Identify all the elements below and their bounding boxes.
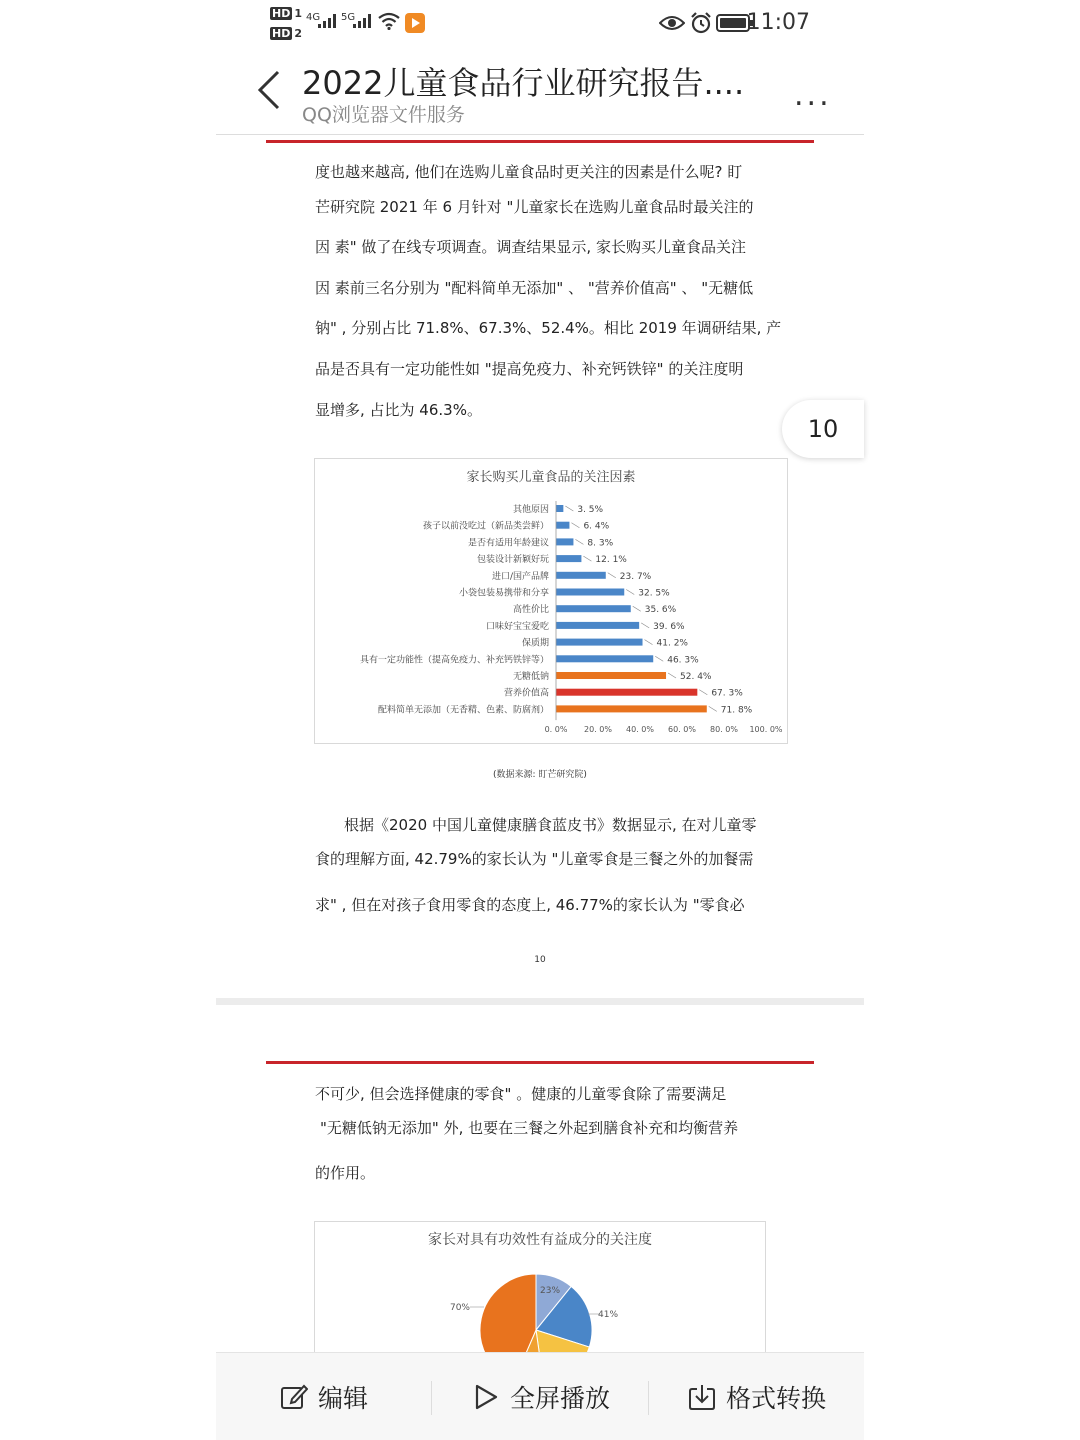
- page-separator: [216, 998, 864, 1005]
- edit-icon: [280, 1383, 308, 1411]
- format-convert-button[interactable]: [688, 1353, 826, 1440]
- category-label: 是否有适用年龄建议: [467, 538, 549, 549]
- network-5g-label: 5G: [341, 12, 356, 23]
- network-4g-label: 4G: [306, 12, 321, 23]
- edit-label: 编辑: [318, 1383, 369, 1413]
- paragraph-line: 食的理解方面, 42.79%的家长认为 "儿童零食是三餐之外的加餐需: [315, 850, 754, 868]
- pie-chart-container: [314, 1221, 766, 1357]
- document-subtitle: QQ浏览器文件服务: [302, 104, 465, 126]
- leader-line: [641, 623, 649, 628]
- hd1-indicator: HD 1: [272, 7, 302, 20]
- category-label: 小袋包装易携带和分享: [458, 588, 549, 599]
- category-label: 进口/国产品牌: [491, 571, 549, 582]
- page-top-rule: [266, 1061, 814, 1064]
- bar: [556, 705, 707, 712]
- category-label: 无糖低钠: [512, 672, 549, 682]
- bar: [556, 655, 653, 662]
- leader-line: [633, 606, 641, 611]
- x-tick-label: 100. 0%: [749, 725, 783, 734]
- bar: [556, 505, 563, 512]
- bar: [556, 522, 569, 529]
- bar: [556, 605, 631, 612]
- data-label: 71. 8%: [720, 705, 753, 716]
- category-label: 配料简单无添加（无香精、色素、防腐剂）: [377, 705, 549, 716]
- data-label: 12. 1%: [595, 555, 627, 566]
- app-frame: [216, 0, 864, 1439]
- eye-icon: [659, 14, 685, 32]
- category-label: 包装设计新颖好玩: [476, 555, 549, 566]
- data-label: 3. 5%: [577, 505, 604, 515]
- bar: [556, 572, 606, 579]
- leader-line: [583, 556, 591, 561]
- bar: [556, 538, 573, 545]
- category-label: 孩子以前没吃过（新品类尝鲜）: [422, 521, 549, 532]
- page-number: 10: [534, 955, 546, 965]
- toolbar-divider: [431, 1381, 432, 1415]
- data-label: 46. 3%: [667, 655, 699, 666]
- data-label: 39. 6%: [653, 621, 685, 632]
- category-label: 其他原因: [512, 505, 549, 515]
- slice-label: 23%: [540, 1286, 561, 1296]
- bar: [556, 639, 643, 646]
- leader-line: [699, 690, 707, 695]
- bar-chart-container: [314, 458, 788, 744]
- category-label: 营养价值高: [503, 688, 549, 699]
- bar-chart: [315, 459, 787, 743]
- data-label: 8. 3%: [587, 538, 614, 549]
- paragraph-line: 因 素" 做了在线专项调查。调查结果显示, 家长购买儿童食品关注: [315, 238, 746, 256]
- data-label: 23. 7%: [619, 571, 652, 582]
- pie-slice: [480, 1274, 536, 1357]
- x-tick-label: 20. 0%: [584, 725, 612, 734]
- x-tick-label: 60. 0%: [668, 725, 696, 734]
- pie-chart: [315, 1222, 765, 1357]
- wifi-icon: [378, 12, 400, 30]
- data-label: 6. 4%: [583, 521, 610, 532]
- paragraph-line: 品是否具有一定功能性如 "提高免疫力、补充钙铁锌" 的关注度明: [315, 360, 744, 378]
- data-label: 41. 2%: [656, 638, 688, 649]
- paragraph-line: 的作用。: [315, 1164, 376, 1182]
- bar: [556, 672, 666, 679]
- category-label: 保质期: [521, 638, 549, 649]
- source-caption: (数据来源: 盯芒研究院): [493, 770, 587, 780]
- leader-line: [709, 706, 717, 711]
- x-tick-label: 0. 0%: [544, 725, 568, 734]
- bar: [556, 689, 697, 696]
- bottom-toolbar: [216, 1352, 864, 1440]
- data-label: 52. 4%: [680, 672, 712, 682]
- x-tick-label: 80. 0%: [710, 725, 738, 734]
- hd2-indicator: HD 2: [272, 27, 302, 40]
- leader-line: [668, 673, 676, 678]
- signal-icon-1: [318, 14, 336, 28]
- back-button[interactable]: [254, 68, 282, 112]
- paragraph-line: 不可少, 但会选择健康的零食" 。健康的儿童零食除了需要满足: [315, 1085, 727, 1103]
- chart-title: 家长对具有功效性有益成分的关注度: [428, 1232, 652, 1248]
- slice-label: 70%: [449, 1303, 470, 1313]
- signal-icon-2: [353, 14, 371, 28]
- paragraph-line: "无糖低钠无添加" 外, 也要在三餐之外起到膳食补充和均衡营养: [320, 1119, 739, 1137]
- data-label: 67. 3%: [711, 688, 743, 699]
- leader-line: [626, 590, 634, 595]
- paragraph-line: 根据《2020 中国儿童健康膳食蓝皮书》数据显示, 在对儿童零: [344, 816, 757, 834]
- category-label: 具有一定功能性（提高免疫力、补充钙铁锌等）: [359, 655, 549, 666]
- download-convert-icon: [688, 1383, 716, 1411]
- page-number-badge[interactable]: 10: [782, 400, 864, 458]
- leader-line: [645, 640, 653, 645]
- leader-line: [655, 656, 663, 661]
- fullscreen-play-label: 全屏播放: [510, 1383, 611, 1413]
- more-options-button[interactable]: ...: [794, 78, 832, 113]
- alarm-icon: [690, 12, 712, 34]
- play-icon: [472, 1383, 500, 1411]
- paragraph-line: 求" , 但在对孩子食用零食的态度上, 46.77%的家长认为 "零食必: [315, 896, 745, 914]
- data-label: 32. 5%: [638, 588, 670, 599]
- fullscreen-play-button[interactable]: [472, 1353, 610, 1440]
- bar: [556, 622, 639, 629]
- format-convert-label: 格式转换: [726, 1383, 827, 1413]
- x-tick-label: 40. 0%: [626, 725, 654, 734]
- page-top-rule: [266, 140, 814, 143]
- chart-title: 家长购买儿童食品的关注因素: [466, 470, 636, 485]
- leader-line: [565, 506, 573, 511]
- clock: 11:07: [746, 10, 810, 35]
- bar: [556, 589, 624, 596]
- leader-line: [608, 573, 616, 578]
- leader-line: [571, 523, 579, 528]
- bar: [556, 555, 581, 562]
- category-label: 高性价比: [512, 605, 549, 616]
- paragraph-line: 钠" , 分别占比 71.8%、67.3%、52.4%。相比 2019 年调研结果, 产: [315, 319, 782, 337]
- app-header: [216, 50, 864, 135]
- document-title: 2022儿童食品行业研究报告....: [302, 64, 745, 102]
- play-app-icon: [405, 13, 425, 33]
- slice-label: 41%: [598, 1310, 619, 1320]
- status-bar: [216, 0, 864, 50]
- data-label: 35. 6%: [644, 605, 677, 616]
- edit-button[interactable]: [280, 1353, 368, 1440]
- toolbar-divider: [648, 1381, 649, 1415]
- leader-line: [575, 539, 583, 544]
- paragraph-line: 因 素前三名分别为 "配料简单无添加" 、 "营养价值高" 、 "无糖低: [315, 279, 754, 297]
- paragraph-line: 显增多, 占比为 46.3%。: [315, 401, 482, 419]
- category-label: 口味好宝宝爱吃: [485, 621, 549, 632]
- paragraph-line: 芒研究院 2021 年 6 月针对 "儿童家长在选购儿童食品时最关注的: [315, 198, 754, 216]
- paragraph-line: 度也越来越高, 他们在选购儿童食品时更关注的因素是什么呢? 盯: [315, 163, 743, 181]
